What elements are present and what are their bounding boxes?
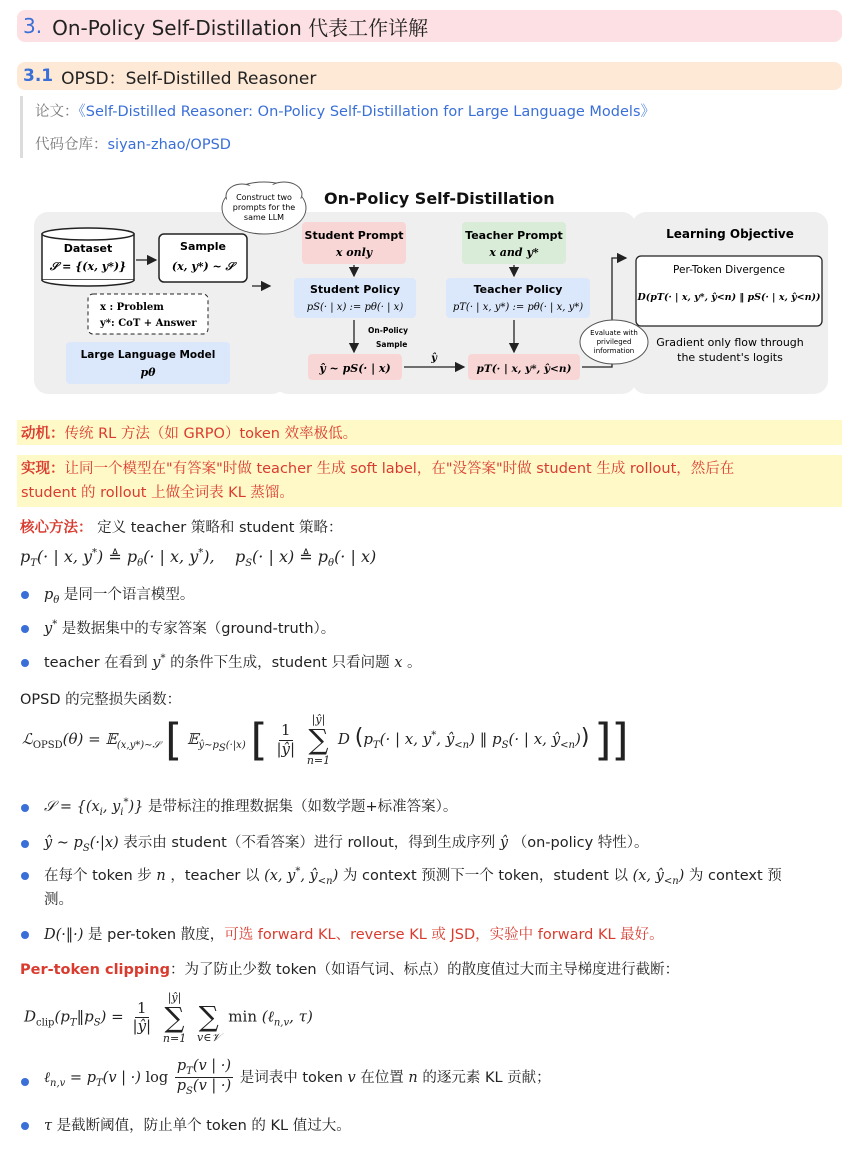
clipping-line [20,958,679,979]
cloud-top-line: prompts for the [232,203,296,212]
bullet-dot [21,1078,29,1086]
bullet-dot [21,872,29,880]
teacher-prompt-node [462,222,566,264]
bullet-dot [21,804,29,812]
student-policy-formula: pS(· | x) := pθ(· | x) [306,302,404,313]
onpolicy-label: Sample [376,340,408,349]
bullet-item: τ 是截断阈值，防止单个 token 的 KL 值过大。 [44,1118,351,1134]
dataset-label: Dataset [63,242,113,255]
bullet-item: D(·‖·) 是 per-token 散度，可选 forward KL、reverse KL 或 JSD，实验中 forward KL 最好。 [44,927,664,943]
loss-formula: ℒ$_{OPSD}$(θ) = 𝔼$_{(x,y*)\sim 𝒮}$ [ 𝔼$_{ŷ\sim p_S(\cdot|x)}$ [ $\frac{1}{|ŷ|}$ |ŷ| ∑ n=1 D ($p_T(\cdot$ | x, y*, $ŷ_{<n}$) ‖ $p_S(\cdot$ | x, $ŷ_{<n}$)) ]] [22,713,629,767]
core-method-text: 定义 teacher 策略和 student 策略： [92,520,343,536]
subsection-heading [17,62,842,90]
bullet-item: ℓ$_{n,v}$ = $p_T(v$ | ·) log $\frac{p_T(v | \cdot)}{p_S(v | \cdot)}$ 是词表中 token v 在位置 n 的逐元素 KL 贡献； [44,1058,551,1098]
bullet-dot [21,931,29,939]
implementation-callout [17,455,842,507]
student-sample-node [308,354,402,380]
subsection-number: 3.1 [23,66,54,86]
clip-formula: $D_{clip}(p_T‖p_S)$ = $\frac{1}{|ŷ|}$ |ŷ| ∑ n=1 ∑ v∈𝒱 min (ℓ$_{n,v}$, τ) [24,990,313,1045]
clipping-text: ：为了防止少数 token（如语气词、标点）的散度值过大而主导梯度进行截断： [169,962,680,978]
student-prompt-label: Student Prompt [304,229,404,242]
sample-node [159,234,247,282]
reference-block [20,96,655,158]
yhat-label: ŷ [431,353,437,364]
student-policy-node [294,278,416,318]
student-prompt-node [302,222,406,264]
sample-formula: (x, y*) ~ 𝒮 [171,260,235,273]
figure-title: On-Policy Self-Distillation [324,189,555,208]
bullet-dot [21,591,29,599]
repo-label: 代码仓库： [35,137,108,153]
section-title: On-Policy Self-Distillation 代表工作详解 [52,15,429,40]
bullet-item: ŷ ∼ $p_S(\cdot|x)$ 表示由 student（不看答案）进行 rollout，得到生成序列 ŷ （on-policy 特性）。 [44,835,649,854]
core-method-line [20,516,343,537]
policy-definition-formula: $p_T(\cdot$ | x, y*) ≜ $p_\theta(\cdot$ | x, y*), $p_S(\cdot$ | x) ≜ $p_\theta(\cdot$ | x) [20,547,377,570]
implementation-line1: 让同一个模型在"有答案"时做 teacher 生成 soft label，在"没答案"时做 student 生成 rollout，然后在 [64,461,735,477]
cloud-top [222,182,306,234]
teacher-policy-label: Teacher Policy [473,283,563,296]
bullet-item-continuation: 测。 [44,892,73,908]
section-number: 3. [23,14,43,38]
repo-link[interactable]: siyan-zhao/OPSD [107,137,231,153]
clipping-label: Per-token clipping [20,962,170,978]
bullet-item: y* 是数据集中的专家答案（ground-truth）。 [44,619,336,637]
llm-node [66,342,230,384]
dataset-formula: 𝒮 = {(x, y*)} [49,260,127,273]
dataset-node [42,228,134,286]
sample-label: Sample [180,240,226,253]
legend-cot: y*: CoT + Answer [100,318,197,329]
paper-link[interactable]: 《Self-Distilled Reasoner: On-Policy Self-Distillation for Large Language Models》 [78,104,656,120]
motivation-label: 动机： [21,426,65,442]
core-method-label: 核心方法： [20,520,93,536]
bullet-dot [21,1122,29,1130]
motivation-text: 传统 RL 方法（如 GRPO）token 效率极低。 [64,426,358,442]
gradient-note: the student's logits [677,351,783,364]
gradient-note: Gradient only flow through [656,336,804,349]
loss-intro: OPSD 的完整损失函数： [20,692,182,708]
cloud-bottom [580,320,648,364]
bullet-item: teacher 在看到 y* 的条件下生成，student 只看问题 x 。 [44,653,422,671]
legend-problem: x : Problem [100,302,164,313]
cloud-bottom-line: privileged [596,338,632,346]
student-sample-formula: ŷ ~ pS(· | x) [319,362,391,375]
bullet-item: 𝒮 = {($x_i$, $y_i^*$)} 是带标注的推理数据集（如数学题+标准答案）。 [44,797,458,818]
bullet-dot [21,840,29,848]
student-policy-label: Student Policy [309,283,401,296]
llm-formula: pθ [140,366,156,379]
teacher-policy-formula: pT(· | x, y*) := pθ(· | x, y*) [452,302,584,313]
teacher-eval-formula: pT(· | x, y*, ŷ<n) [476,363,572,375]
opsd-diagram [32,176,832,402]
cloud-bottom-line: Evaluate with [590,329,638,337]
section-heading [17,10,842,42]
bullet-dot [21,625,29,633]
onpolicy-label: On-Policy [368,326,408,335]
implementation-line2: student 的 rollout 上做全词表 KL 蒸馏。 [21,485,294,501]
student-prompt-sub: x only [335,246,373,259]
bullet-item: 在每个 token 步 n ，teacher 以 (x, y*, $ŷ_{<n}$) 为 context 预测下一个 token，student 以 (x, $ŷ_{<n}$) 为 context 预 [44,866,782,887]
implementation-label: 实现： [21,461,65,477]
objective-box-title: Per-Token Divergence [673,264,785,276]
objective-box [636,256,822,326]
teacher-prompt-sub: x and y* [489,246,539,259]
subsection-title: OPSD：Self-Distilled Reasoner [61,68,317,89]
bullet-item: $p_\theta$ 是同一个语言模型。 [44,587,195,606]
cloud-top-line: same LLM [243,213,285,222]
objective-title: Learning Objective [666,227,794,241]
motivation-callout [17,420,842,445]
bullet-dot [21,659,29,667]
cloud-top-line: Construct two [236,193,292,202]
variable-legend [88,294,208,334]
teacher-prompt-label: Teacher Prompt [465,229,563,242]
objective-formula: D(pT(· | x, y*, ŷ<n) ‖ pS(· | x, ŷ<n)) [637,292,821,303]
teacher-eval-node [468,354,580,380]
cloud-bottom-line: information [593,347,635,355]
paper-label: 论文： [35,104,79,120]
llm-label: Large Language Model [80,349,216,361]
teacher-policy-node [446,278,590,318]
